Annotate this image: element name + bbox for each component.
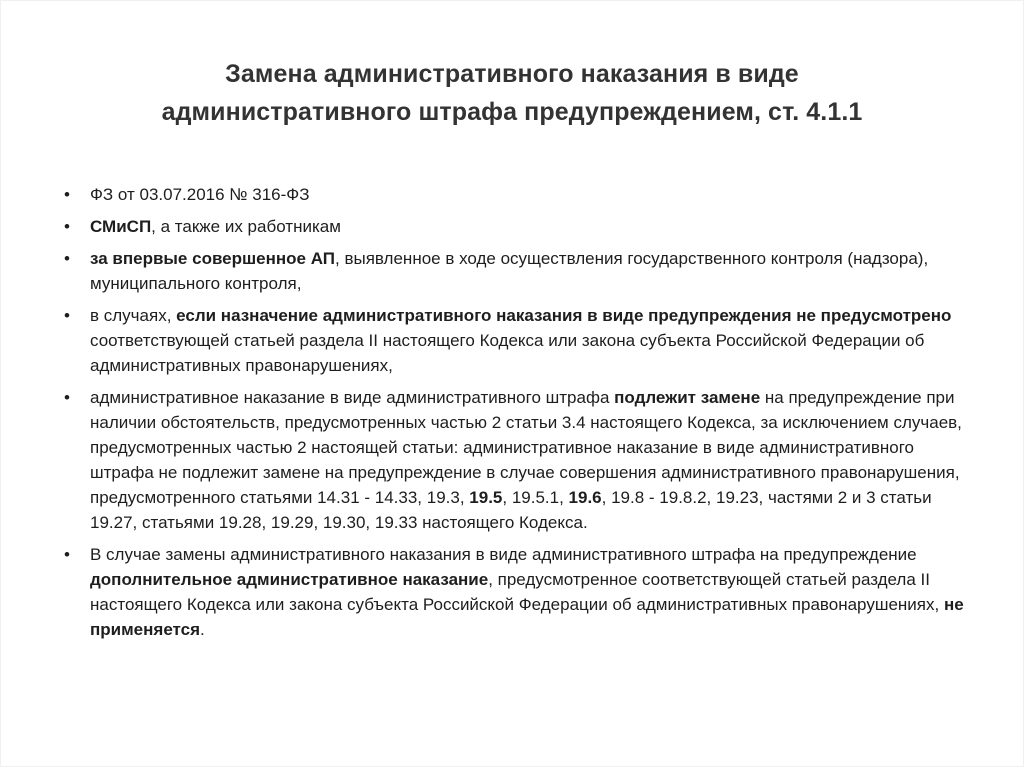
bullet-item-additional-penalty bbox=[62, 542, 972, 642]
bullet-dot: • bbox=[64, 545, 70, 564]
bullet-item-cases bbox=[62, 303, 972, 378]
bullet-dot: • bbox=[64, 217, 70, 236]
bullet-dot: • bbox=[64, 249, 70, 268]
bullet-text: В случае замены административного наказания в виде административного штрафа на предупреждение bbox=[90, 545, 917, 564]
bullet-bold-text: за впервые совершенное АП bbox=[90, 249, 336, 268]
bullet-bold-text: дополнительное административное наказание bbox=[90, 570, 489, 589]
bullet-text: административное наказание в виде административного штрафа bbox=[90, 388, 615, 407]
bullet-item-replacement bbox=[62, 385, 972, 535]
title-line-2: административного штрафа предупреждением, ст. 4.1.1 bbox=[161, 98, 863, 126]
bullet-text: , выявленное в ходе осуществления государственного контроля (надзора), муниципального контроля, bbox=[90, 249, 929, 293]
bullet-item-law bbox=[62, 182, 972, 207]
bullet-item-first-offense bbox=[62, 246, 972, 296]
slide-title bbox=[60, 55, 964, 131]
bullet-dot: • bbox=[64, 388, 70, 407]
bullet-text: в случаях, bbox=[90, 306, 177, 325]
bullet-dot: • bbox=[64, 185, 70, 204]
title-line-1: Замена административного наказания в виде bbox=[225, 60, 799, 88]
bullet-text: , предусмотренное соответствующей статьей раздела II настоящего Кодекса или закона субъекта Российской Федерации об административных правонарушениях, bbox=[90, 570, 944, 614]
bullet-dot: • bbox=[64, 306, 70, 325]
bullet-item-smisp bbox=[62, 214, 972, 239]
bullet-bold-text: подлежит замене bbox=[614, 388, 761, 407]
bullet-bold-text: не применяется bbox=[90, 595, 964, 639]
bullet-list bbox=[62, 182, 972, 649]
bullet-text: , 19.8 - 19.8.2, 19.23, частями 2 и 3 статьи 19.27, статьями 19.28, 19.29, 19.30, 19.33 настоящего Кодекса. bbox=[90, 488, 932, 532]
bullet-text: соответствующей статьей раздела II настоящего Кодекса или закона субъекта Российской Федерации об административных правонарушениях, bbox=[90, 331, 925, 375]
bullet-bold-text: 19.5 bbox=[469, 488, 503, 507]
bullet-text: на предупреждение при наличии обстоятельств, предусмотренных частью 2 статьи 3.4 настоящего Кодекса, за исключением случаев, предусмотренных частью 2 настоящей статьи: административное наказание в виде административного штрафа не подлежит замене на предупреждение в случае совершения административного правонарушения, предусмотренного статьями 14.31 - 14.33, 19.3, bbox=[90, 388, 962, 507]
bullet-text: ФЗ от 03.07.2016 № 316-ФЗ bbox=[90, 185, 310, 204]
bullet-text: , 19.5.1, bbox=[502, 488, 569, 507]
bullet-bold-text: если назначение административного наказания в виде предупреждения не предусмотрено bbox=[176, 306, 952, 325]
bullet-bold-text: СМиСП bbox=[90, 217, 152, 236]
bullet-text: . bbox=[200, 620, 205, 639]
bullet-bold-text: 19.6 bbox=[568, 488, 602, 507]
bullet-text: , а также их работникам bbox=[151, 217, 341, 236]
